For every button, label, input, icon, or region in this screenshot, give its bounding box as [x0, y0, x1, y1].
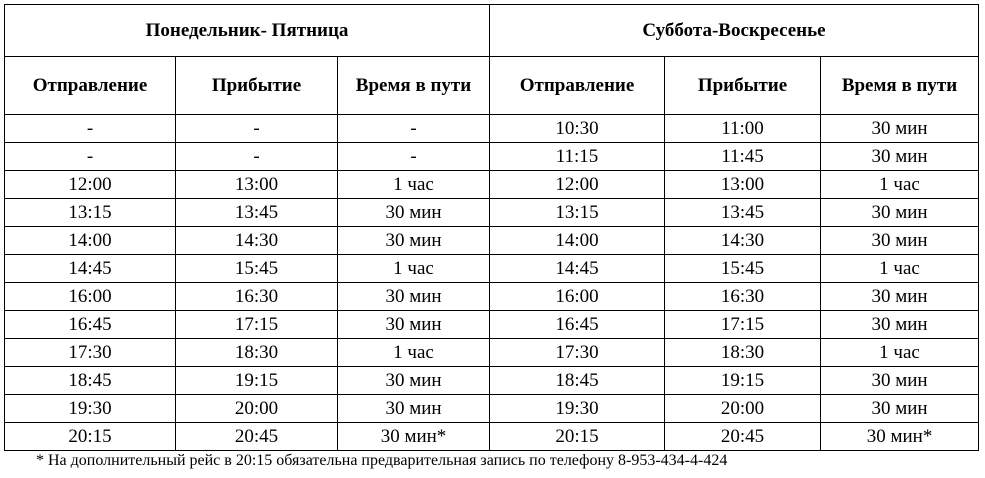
weekend-travel-time-cell: 1 час	[821, 255, 979, 283]
weekend-departure-cell: 13:15	[490, 199, 665, 227]
table-row	[5, 367, 979, 395]
weekday-departure-cell: 16:45	[5, 311, 176, 339]
weekday-departure-cell: 18:45	[5, 367, 176, 395]
weekday-departure-cell: 19:30	[5, 395, 176, 423]
weekend-arrival-cell: 19:15	[665, 367, 821, 395]
weekday-group-header: Понедельник- Пятница	[5, 5, 490, 57]
weekend-travel-time-cell: 30 мин	[821, 283, 979, 311]
weekend-travel-time-cell: 30 мин	[821, 227, 979, 255]
weekday-arrival-cell: 13:45	[176, 199, 338, 227]
weekday-arrival-cell: 19:15	[176, 367, 338, 395]
weekend-departure-cell: 11:15	[490, 143, 665, 171]
table-row	[5, 143, 979, 171]
weekday-arrival-cell: 13:00	[176, 171, 338, 199]
footnote: * На дополнительный рейс в 20:15 обязательна предварительная запись по телефону 8-953-434-4-424	[36, 452, 728, 469]
weekday-departure-cell: -	[5, 115, 176, 143]
weekday-travel-time-cell: -	[338, 115, 490, 143]
weekend-arrival-cell: 14:30	[665, 227, 821, 255]
weekday-arrival-cell: -	[176, 143, 338, 171]
weekday-arrival-cell: 16:30	[176, 283, 338, 311]
weekend-arrival-cell: 13:00	[665, 171, 821, 199]
weekend-arrival-cell: 15:45	[665, 255, 821, 283]
table-row	[5, 227, 979, 255]
weekday-arrival-cell: 14:30	[176, 227, 338, 255]
weekend-arrival-cell: 20:45	[665, 423, 821, 451]
weekday-travel-time-cell: 30 мин*	[338, 423, 490, 451]
weekend-travel-time-cell: 30 мин	[821, 115, 979, 143]
weekday-departure-cell: 12:00	[5, 171, 176, 199]
weekday-departure-cell: 16:00	[5, 283, 176, 311]
weekend-travel-time-header: Время в пути	[821, 57, 979, 115]
table-row	[5, 423, 979, 451]
weekday-travel-time-header: Время в пути	[338, 57, 490, 115]
weekend-departure-cell: 19:30	[490, 395, 665, 423]
table-row	[5, 255, 979, 283]
weekday-arrival-cell: 20:00	[176, 395, 338, 423]
weekend-departure-cell: 18:45	[490, 367, 665, 395]
weekend-travel-time-cell: 1 час	[821, 339, 979, 367]
weekday-travel-time-cell: 1 час	[338, 255, 490, 283]
weekday-arrival-cell: 17:15	[176, 311, 338, 339]
weekday-travel-time-cell: 30 мин	[338, 395, 490, 423]
weekday-departure-header: Отправление	[5, 57, 176, 115]
weekday-departure-cell: 14:45	[5, 255, 176, 283]
weekend-travel-time-cell: 30 мин	[821, 143, 979, 171]
weekday-departure-cell: 20:15	[5, 423, 176, 451]
weekend-arrival-header: Прибытие	[665, 57, 821, 115]
weekend-group-header: Суббота-Воскресенье	[490, 5, 979, 57]
weekend-departure-cell: 14:00	[490, 227, 665, 255]
weekend-travel-time-cell: 30 мин	[821, 367, 979, 395]
weekday-arrival-header: Прибытие	[176, 57, 338, 115]
table-row	[5, 115, 979, 143]
schedule-table	[4, 4, 979, 451]
weekend-departure-header: Отправление	[490, 57, 665, 115]
weekday-travel-time-cell: 30 мин	[338, 227, 490, 255]
weekend-travel-time-cell: 30 мин	[821, 395, 979, 423]
weekday-arrival-cell: 20:45	[176, 423, 338, 451]
weekend-arrival-cell: 17:15	[665, 311, 821, 339]
weekday-departure-cell: 13:15	[5, 199, 176, 227]
weekday-travel-time-cell: 1 час	[338, 339, 490, 367]
weekend-departure-cell: 12:00	[490, 171, 665, 199]
weekend-arrival-cell: 20:00	[665, 395, 821, 423]
weekend-travel-time-cell: 30 мин	[821, 199, 979, 227]
weekend-travel-time-cell: 30 мин	[821, 311, 979, 339]
weekend-travel-time-cell: 1 час	[821, 171, 979, 199]
weekday-travel-time-cell: 30 мин	[338, 283, 490, 311]
weekend-arrival-cell: 16:30	[665, 283, 821, 311]
table-row	[5, 339, 979, 367]
weekend-arrival-cell: 11:45	[665, 143, 821, 171]
weekday-travel-time-cell: 1 час	[338, 171, 490, 199]
table-row	[5, 199, 979, 227]
weekday-arrival-cell: -	[176, 115, 338, 143]
weekday-travel-time-cell: 30 мин	[338, 311, 490, 339]
table-row	[5, 311, 979, 339]
weekend-departure-cell: 20:15	[490, 423, 665, 451]
weekend-departure-cell: 16:00	[490, 283, 665, 311]
weekend-travel-time-cell: 30 мин*	[821, 423, 979, 451]
weekday-departure-cell: -	[5, 143, 176, 171]
table-row	[5, 395, 979, 423]
weekend-departure-cell: 10:30	[490, 115, 665, 143]
weekday-departure-cell: 17:30	[5, 339, 176, 367]
weekday-travel-time-cell: 30 мин	[338, 199, 490, 227]
weekend-arrival-cell: 13:45	[665, 199, 821, 227]
table-row	[5, 171, 979, 199]
weekday-arrival-cell: 15:45	[176, 255, 338, 283]
weekend-arrival-cell: 18:30	[665, 339, 821, 367]
weekend-departure-cell: 14:45	[490, 255, 665, 283]
weekday-arrival-cell: 18:30	[176, 339, 338, 367]
weekday-departure-cell: 14:00	[5, 227, 176, 255]
table-row	[5, 283, 979, 311]
weekend-departure-cell: 17:30	[490, 339, 665, 367]
weekday-travel-time-cell: 30 мин	[338, 367, 490, 395]
weekend-arrival-cell: 11:00	[665, 115, 821, 143]
weekday-travel-time-cell: -	[338, 143, 490, 171]
weekend-departure-cell: 16:45	[490, 311, 665, 339]
